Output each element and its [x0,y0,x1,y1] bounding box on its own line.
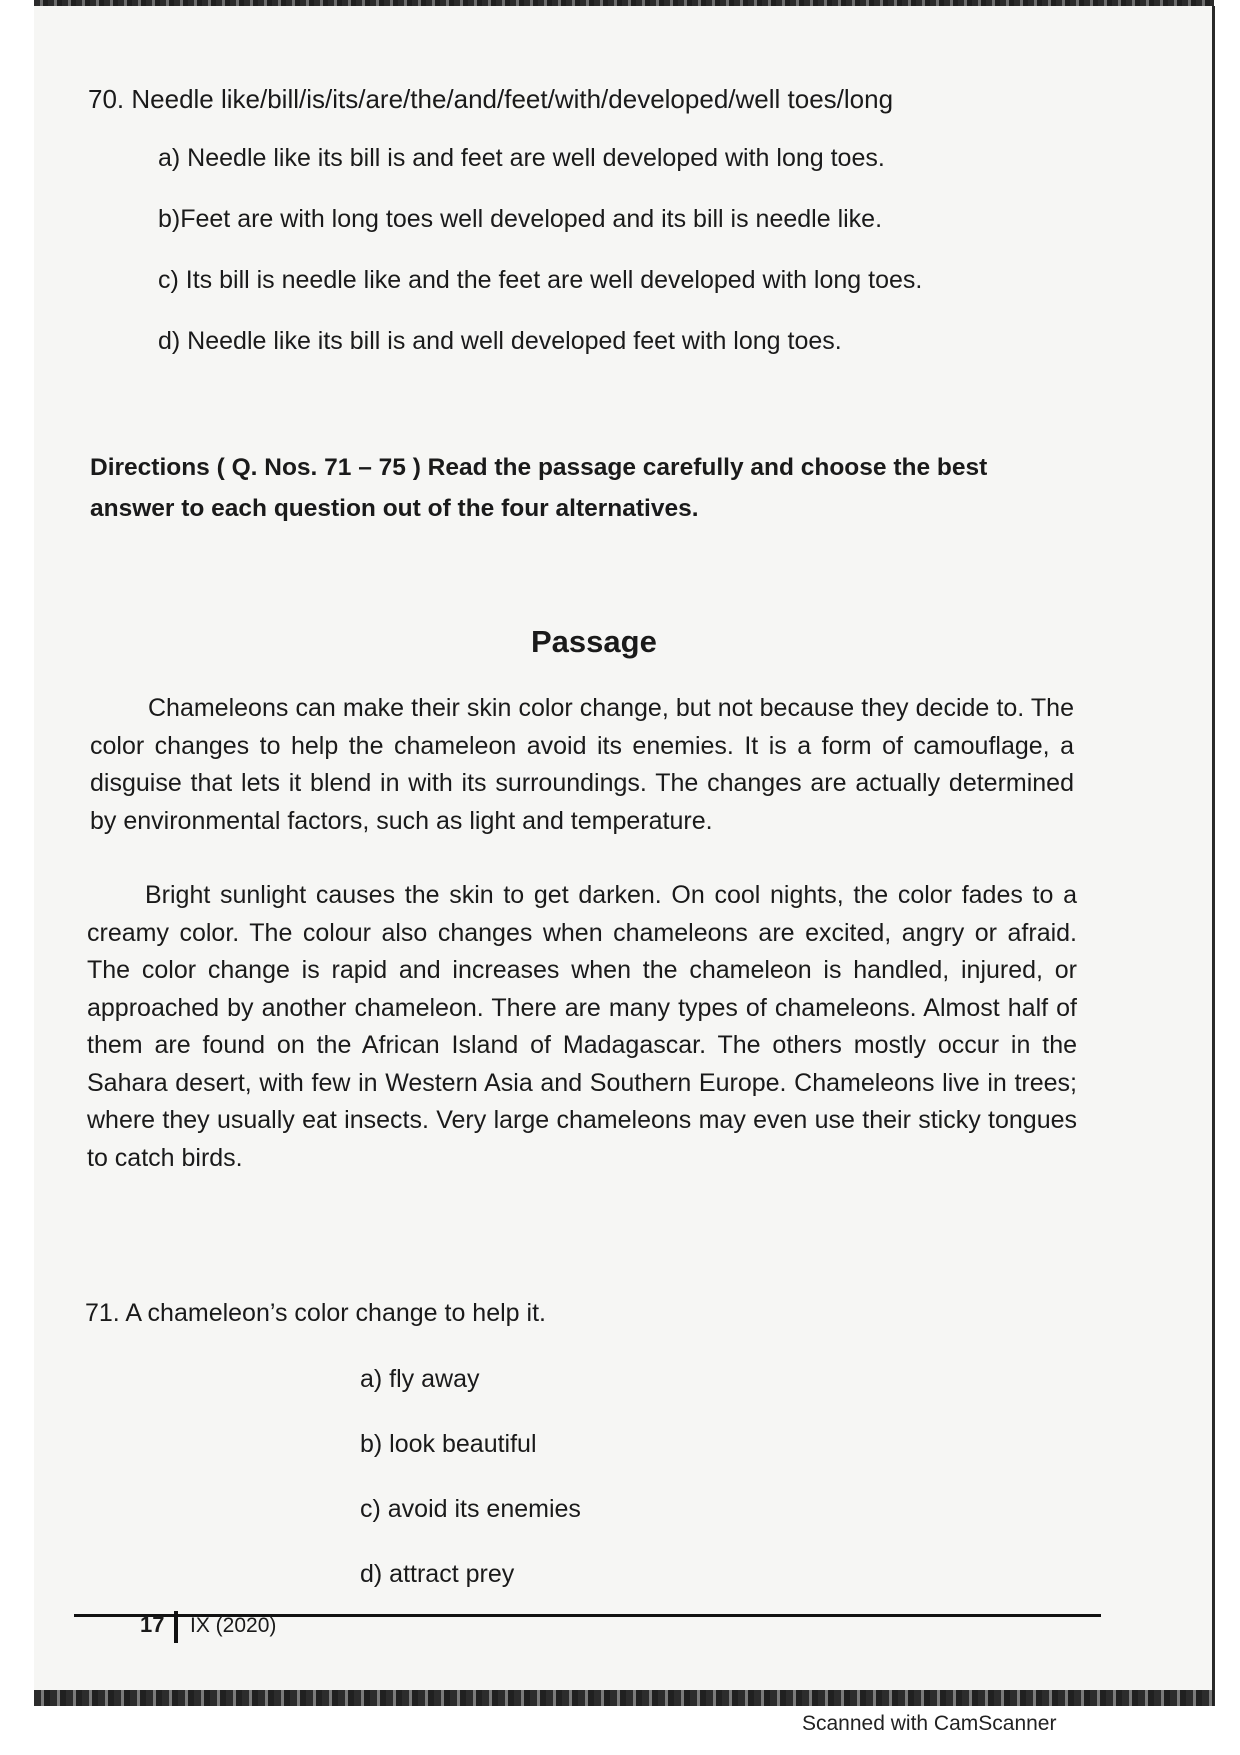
question-71-option-a: a) fly away [360,1365,480,1393]
passage-paragraph-1: Chameleons can make their skin color change, but not because they decide to. The color changes to help the chameleon avoid its enemies. It is a form of camouflage, a disguise that lets it blend in with its surroundings. The changes are actually determined by environmental factors, such as light and temperature. [90,694,1074,835]
question-71-option-b: b) look beautiful [360,1430,537,1458]
scanner-watermark: Scanned with CamScanner [802,1712,1057,1735]
directions-text: Directions ( Q. Nos. 71 – 75 ) Read the passage carefully and choose the best answer to each question out of the four alternatives. [90,454,988,522]
question-71-option-c: c) avoid its enemies [360,1495,581,1523]
page-sheet [34,6,1215,1706]
question-70-option-b: b)Feet are with long toes well developed and its bill is needle like. [158,205,883,233]
passage-paragraph-2: Bright sunlight causes the skin to get darken. On cool nights, the color fades to a creamy color. The colour also changes when chameleons are excited, angry or afraid. The color change is rapid and increases when the chameleon is handled, injured, or approached by another chameleon. There are many types of chameleons. Almost half of them are found on the African Island of Madagascar. The others mostly occur in the Sahara desert, with few in Western Asia and Southern Europe. Chameleons live in trees; where they usually eat insects. Very large chameleons may even use their sticky tongues to catch birds. [87,881,1077,1172]
question-70-option-a: a) Needle like its bill is and feet are well developed with long toes. [158,144,885,172]
question-71-option-d: d) attract prey [360,1560,515,1588]
edition-label: IX (2020) [190,1614,277,1637]
question-70-option-d: d) Needle like its bill is and well developed feet with long toes. [158,327,842,355]
question-70-stem: 70. Needle like/bill/is/its/are/the/and/feet/with/developed/well toes/long [88,84,894,114]
page-number: 17 [140,1612,165,1637]
page-bottom-edge [34,1690,1214,1706]
passage-title: Passage [531,624,657,659]
footer-separator [174,1611,178,1643]
question-71-stem: 71. A chameleon’s color change to help it. [85,1299,546,1327]
question-70-option-c: c) Its bill is needle like and the feet are well developed with long toes. [158,266,923,294]
